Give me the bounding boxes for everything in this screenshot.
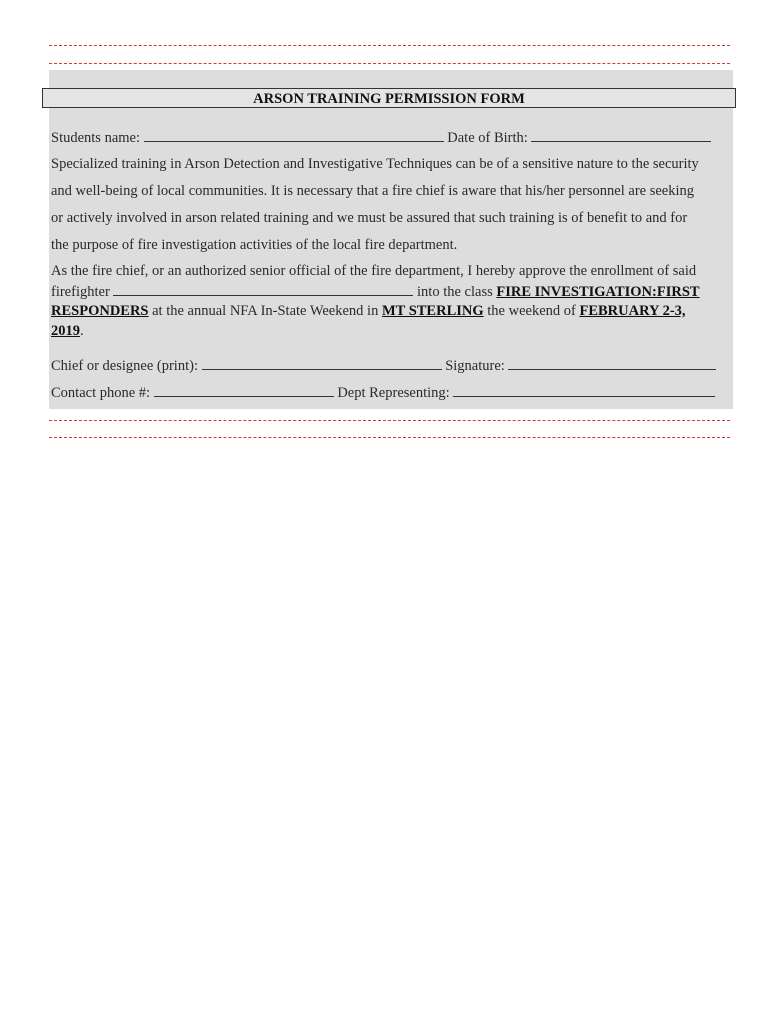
dept-field[interactable]: [453, 384, 715, 397]
chief-label: Chief or designee (print):: [51, 358, 198, 374]
paragraph2-line-4: [51, 323, 84, 340]
form-title: ARSON TRAINING PERMISSION FORM: [42, 88, 736, 108]
location-text: MT STERLING: [381, 303, 484, 319]
period: .: [80, 323, 84, 339]
at-event-text: at the annual NFA In-State Weekend in: [152, 303, 379, 319]
paragraph1-line-4: the purpose of fire investigation activities of the local fire department.: [51, 237, 458, 253]
phone-field[interactable]: [154, 384, 334, 397]
chief-row: [51, 357, 716, 375]
firefighter-label: firefighter: [51, 284, 110, 300]
dob-field[interactable]: [531, 129, 711, 142]
paragraph1-line-3: or actively involved in arson related training and we must be assured that such training is of benefit to and for: [51, 210, 688, 226]
weekend-of-text: the weekend of: [487, 303, 576, 319]
paragraph2-line-3: [51, 303, 686, 320]
bottom-dashed-line-2: [49, 437, 730, 438]
class-name-part2: RESPONDERS: [51, 303, 149, 319]
top-dashed-line-1: [49, 45, 730, 46]
students-name-field[interactable]: [144, 129, 444, 142]
date-part1: FEBRUARY 2-3,: [579, 303, 686, 319]
firefighter-field[interactable]: [113, 283, 413, 296]
signature-label: Signature:: [445, 358, 505, 374]
students-name-label: Students name:: [51, 130, 141, 146]
student-row: [51, 129, 711, 147]
dob-label: Date of Birth:: [447, 130, 528, 146]
paragraph2-line-2: [51, 283, 700, 301]
into-class-text: into the class: [417, 284, 493, 300]
phone-row: [51, 384, 715, 402]
dept-label: Dept Representing:: [337, 385, 450, 401]
date-part2: 2019: [51, 323, 80, 339]
paragraph1-line-1: Specialized training in Arson Detection and Investigative Techniques can be of a sensitive nature to the security: [51, 156, 699, 172]
phone-label: Contact phone #:: [51, 385, 151, 401]
bottom-dashed-line-1: [49, 420, 730, 421]
class-name-part1: FIRE INVESTIGATION:FIRST: [496, 284, 700, 300]
paragraph1-line-2: and well-being of local communities. It is necessary that a fire chief is aware that his/her personnel are seeking: [51, 183, 694, 199]
paragraph2-line-1: As the fire chief, or an authorized senior official of the fire department, I hereby approve the enrollment of said: [51, 263, 697, 279]
signature-field[interactable]: [508, 357, 716, 370]
chief-field[interactable]: [202, 357, 442, 370]
top-dashed-line-2: [49, 63, 730, 64]
